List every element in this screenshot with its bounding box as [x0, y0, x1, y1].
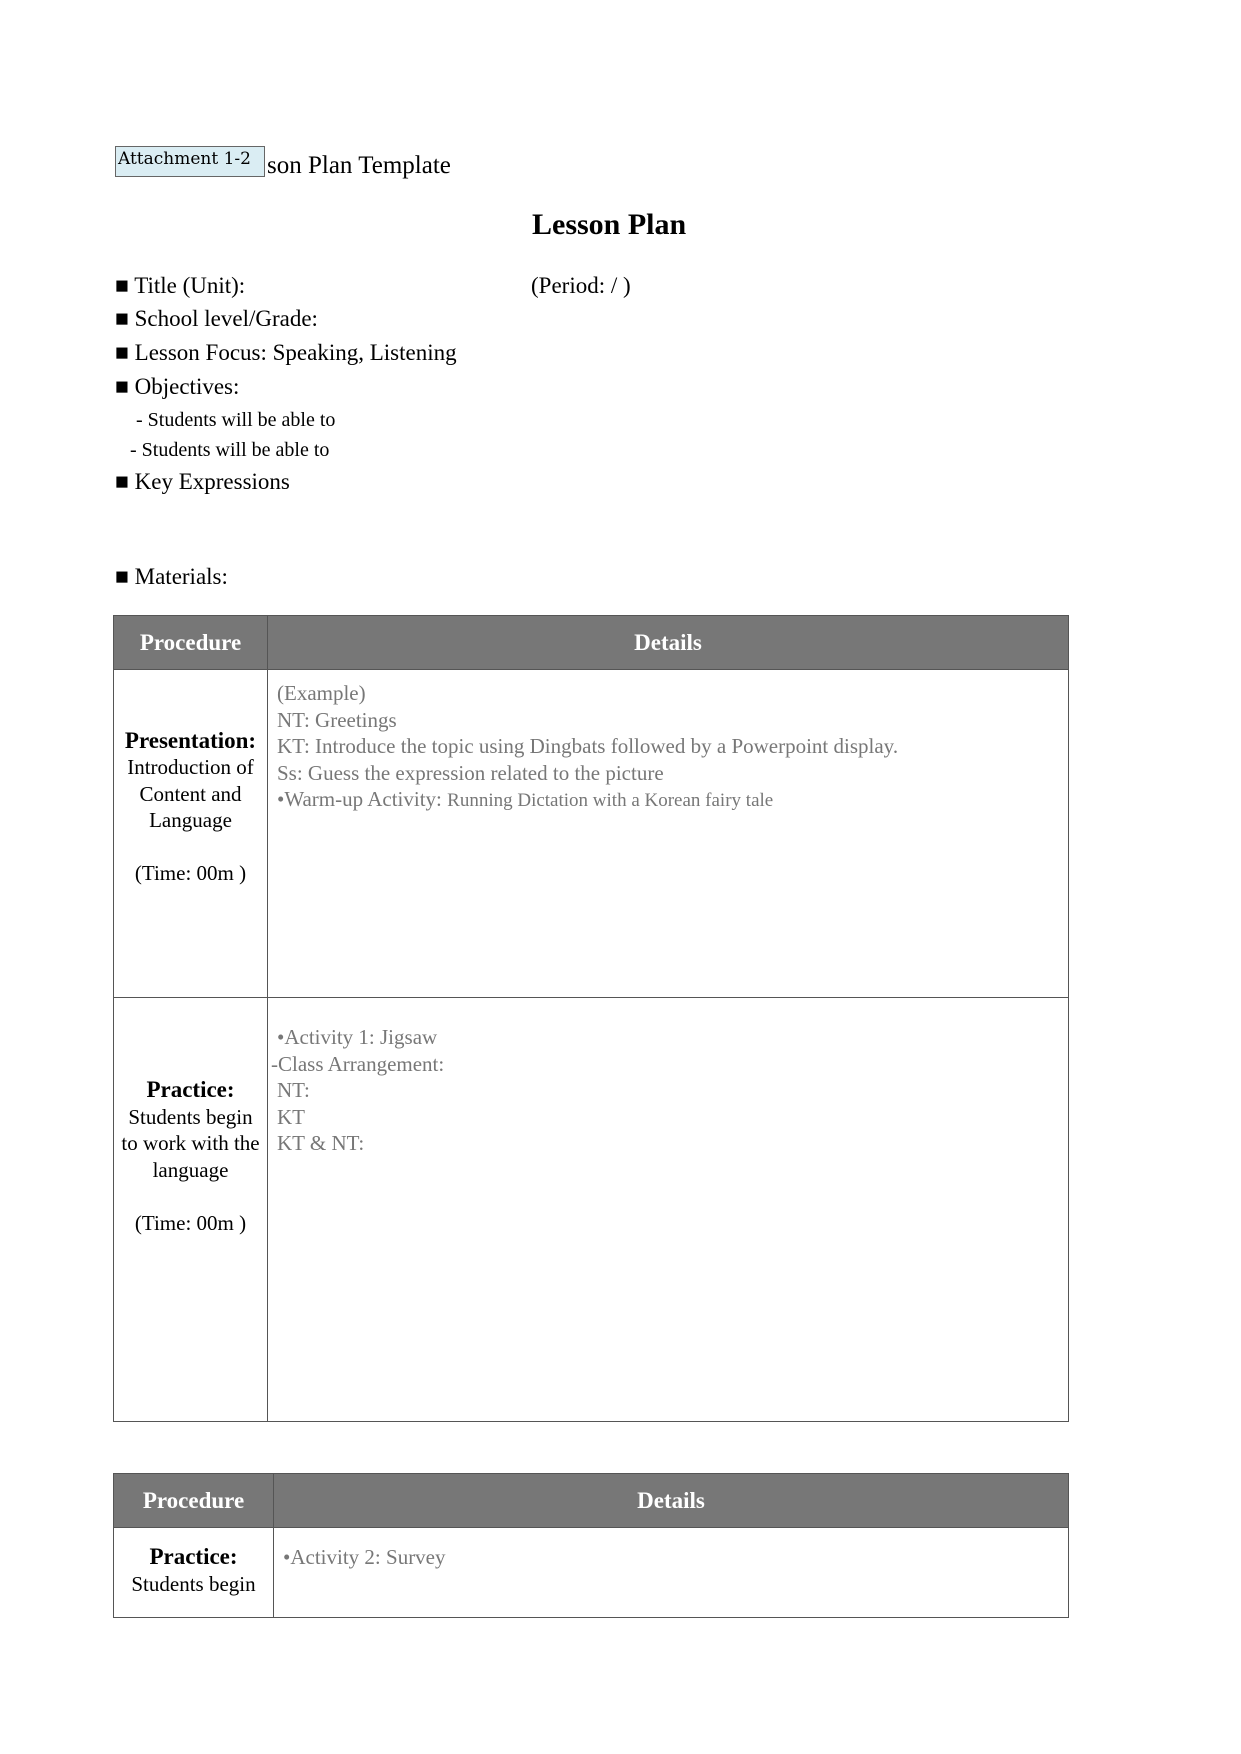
stage-time: (Time: 00m )	[134, 861, 247, 885]
detail-small: Running Dictation with a Korean fairy tale	[447, 790, 774, 811]
stage-label: Practice:	[146, 1077, 235, 1102]
detail-line: Ss: Guess the expression related to the picture	[277, 760, 664, 785]
field-period: (Period: / )	[531, 273, 631, 298]
objective-1: - Students will be able to	[136, 409, 336, 431]
header-procedure: Procedure	[114, 616, 268, 670]
header-details: Details	[274, 1474, 1069, 1528]
stage-label: Practice:	[149, 1544, 238, 1569]
header-procedure: Procedure	[114, 1474, 274, 1528]
stage-desc: language	[152, 1157, 229, 1182]
detail-line	[277, 786, 1068, 815]
stage-desc: Introduction of	[127, 755, 254, 779]
table-row	[114, 998, 1069, 1422]
details-cell[interactable]	[268, 998, 1069, 1422]
stage-time: (Time: 00m )	[134, 1210, 247, 1235]
page-title: Lesson Plan	[532, 208, 687, 241]
procedure-cell	[114, 998, 268, 1422]
procedure-cell	[114, 670, 268, 998]
detail-line: •Activity 2: Survey	[283, 1545, 446, 1569]
detail-line: (Example)	[277, 681, 366, 705]
detail-line: KT	[277, 1104, 305, 1129]
detail-line: •Activity 1: Jigsaw	[277, 1025, 438, 1049]
objective-2: - Students will be able to	[130, 439, 330, 461]
table-row	[114, 670, 1069, 998]
stage-desc: Students begin	[131, 1571, 256, 1596]
stage-desc: to work with the	[121, 1131, 260, 1155]
detail-line: KT & NT:	[277, 1131, 365, 1155]
field-school-level: ■ School level/Grade:	[115, 306, 318, 331]
procedure-table-1	[113, 615, 1069, 1422]
detail-line: KT: Introduce the topic using Dingbats followed by a Powerpoint display.	[277, 734, 899, 758]
details-cell[interactable]	[274, 1528, 1069, 1618]
field-materials: ■ Materials:	[115, 564, 228, 589]
stage-desc: Language	[149, 808, 232, 832]
field-lesson-focus: ■ Lesson Focus: Speaking, Listening	[115, 340, 457, 365]
procedure-cell	[114, 1528, 274, 1618]
document-subtitle: son Plan Template	[267, 152, 451, 179]
detail-line: NT:	[277, 1078, 310, 1102]
field-objectives: ■ Objectives:	[115, 374, 240, 399]
detail-line: -Class Arrangement:	[271, 1051, 445, 1076]
field-key-expressions: ■ Key Expressions	[115, 469, 290, 494]
detail-line: NT: Greetings	[277, 707, 397, 732]
table-row	[114, 1528, 1069, 1618]
attachment-label: Attachment 1-2	[115, 146, 265, 177]
stage-desc: Content and	[139, 781, 242, 806]
header-details: Details	[268, 616, 1069, 670]
field-title-unit: ■ Title (Unit):	[115, 273, 246, 298]
stage-label: Presentation:	[124, 727, 257, 753]
detail-prefix: •Warm-up Activity:	[277, 787, 448, 811]
stage-desc: Students begin	[128, 1104, 253, 1129]
details-cell[interactable]	[268, 670, 1069, 998]
procedure-table-2	[113, 1473, 1069, 1618]
